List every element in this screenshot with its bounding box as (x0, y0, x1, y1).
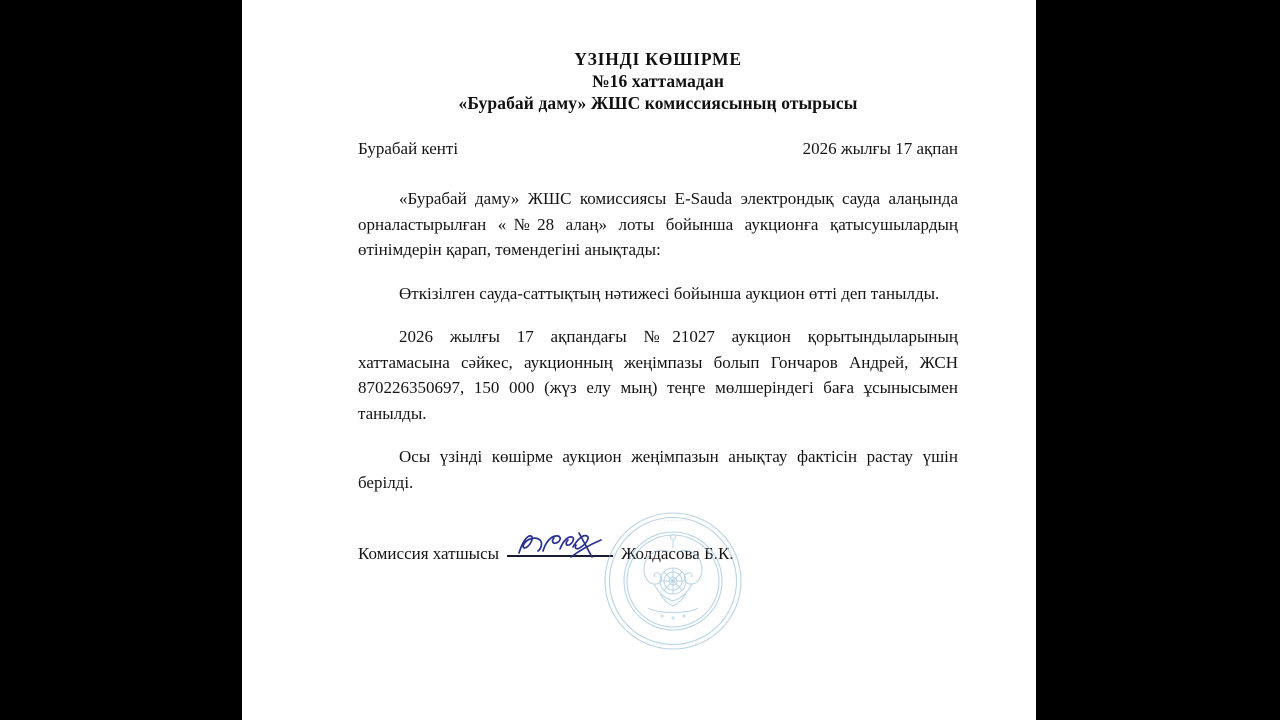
signature-area (507, 539, 613, 559)
document-content (358, 0, 958, 720)
place-date-row (358, 139, 958, 159)
heading-organization: «Бурабай даму» ЖШС комиссиясының отырысы (458, 93, 858, 113)
document-heading (358, 0, 958, 114)
signature-role-label: Комиссия хатшысы (358, 544, 500, 563)
heading-title: ҮЗІНДІ КӨШІРМЕ (574, 49, 742, 69)
paragraph-auction-result: Өткізілген сауда-саттықтың нәтижесі бойынша аукцион өтті деп танылды. (399, 283, 940, 303)
signature-row (358, 539, 958, 564)
svg-text:• • • • • • • • • • • •: • • • • • • • • • • • • (654, 518, 692, 524)
paragraph-purpose: Осы үзінді көшірме аукцион жеңімпазын анықтау фактісін растау үшін берілді. (358, 447, 958, 492)
signature-rule (507, 555, 613, 557)
heading-protocol-number: №16 хаттамадан (591, 71, 725, 91)
date-label: 2026 жылғы 17 ақпан (802, 139, 958, 158)
document-page (242, 0, 1036, 720)
svg-text:• • • • • • • • • • • • • • •: • • • • • • • • • • • • • • • (649, 642, 697, 648)
place-label: Бурабай кенті (358, 139, 459, 158)
signature-name-label: Жолдасова Б.К. (621, 544, 734, 563)
paragraph-commission-review: «Бурабай даму» ЖШС комиссиясы E-Sauda электрондық сауда алаңында орналастырылған «№28 алаң» лоты бойынша аукционға қатысушылардың өтінімдерін қарап, төмендегіні анықтады: (358, 189, 958, 259)
official-seal-icon (602, 510, 744, 652)
paragraph-winner-details: 2026 жылғы 17 ақпандағы №21027 аукцион қорытындыларының хаттамасына сәйкес, аукционның жеңімпазы болып Гончаров Андрей, ЖСН 870226350697, 150 000 (жүз елу мың) теңге мөлшеріндегі баға ұсынысымен танылды. (358, 327, 958, 423)
